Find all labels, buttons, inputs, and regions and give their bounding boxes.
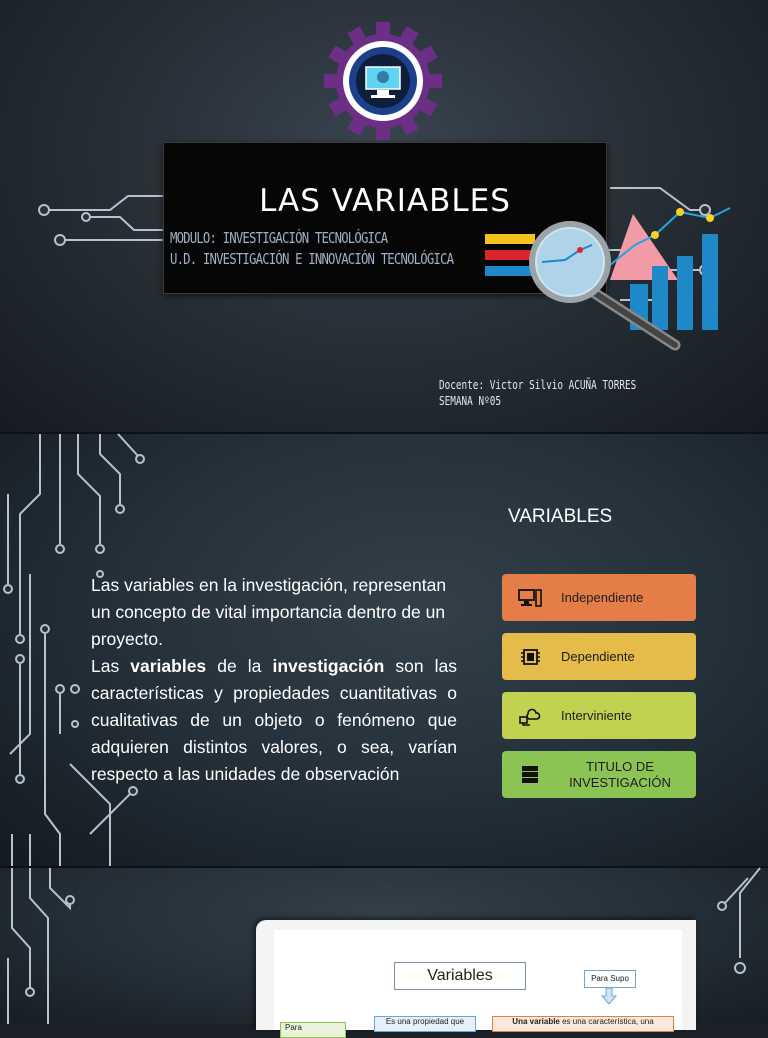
title-slide xyxy=(0,0,768,432)
institution-logo xyxy=(324,22,442,140)
variable-box-independiente xyxy=(502,574,696,621)
variables-slide xyxy=(0,434,768,866)
semana-number: SEMANA Nº05 xyxy=(439,394,501,408)
variable-box-dependiente xyxy=(502,633,696,680)
text-run: Las xyxy=(91,656,131,676)
docente-name: Docente: Victor Silvio ACUÑA TORRES xyxy=(439,378,637,392)
diagram-content xyxy=(274,930,682,1030)
chip-icon xyxy=(518,647,542,667)
subtitle-ud: U.D. INVESTIGACIÓN E INNOVACIÓN TECNOLÓGICA xyxy=(170,250,454,268)
box-label: Dependiente xyxy=(561,649,635,664)
subtitle-module: MODULO: INVESTIGACIÓN TECNOLÓGICA xyxy=(170,229,388,247)
text-run: de la xyxy=(206,656,273,676)
section-heading: VARIABLES xyxy=(508,506,613,527)
text-run: son las características y propiedades cuantitativas o cualitativas de un objeto o fenómeno que adquieren distintos valores, o sea, varían respecto a las unidades de observación xyxy=(91,656,458,784)
para-supo-box: Para Supo xyxy=(584,970,636,988)
una-variable-box xyxy=(492,1016,674,1032)
network-cloud-icon xyxy=(518,706,542,726)
diagram-image xyxy=(256,920,696,1030)
box-label: Independiente xyxy=(561,590,644,605)
box-label: TITULO DE INVESTIGACIÓN xyxy=(569,758,671,790)
docente-info xyxy=(439,377,636,409)
una-variable-bold: Una variable xyxy=(512,1017,560,1026)
box-label: Interviniente xyxy=(561,708,632,723)
diagram-title: Variables xyxy=(394,962,526,990)
diagram-slide xyxy=(0,868,768,1032)
server-icon xyxy=(518,765,542,785)
slide-title: LAS VARIABLES xyxy=(259,183,511,219)
bold-variables: variables xyxy=(130,656,207,676)
una-variable-text: es una característica, una xyxy=(559,1017,654,1026)
es-una-box: Es una propiedad que xyxy=(374,1016,476,1032)
paragraph-definition xyxy=(91,653,457,788)
body-text xyxy=(91,572,457,788)
arrow-down-icon xyxy=(602,988,616,1004)
variable-box-titulo xyxy=(502,751,696,798)
bold-investigacion: investigación xyxy=(272,656,385,676)
variable-box-interviniente xyxy=(502,692,696,739)
paragraph-intro: Las variables en la investigación, representan un concepto de vital importancia dentro de un proyecto. xyxy=(91,575,447,649)
computer-icon xyxy=(518,588,542,608)
analytics-graphic xyxy=(480,190,740,360)
para-box: Para xyxy=(280,1022,346,1038)
